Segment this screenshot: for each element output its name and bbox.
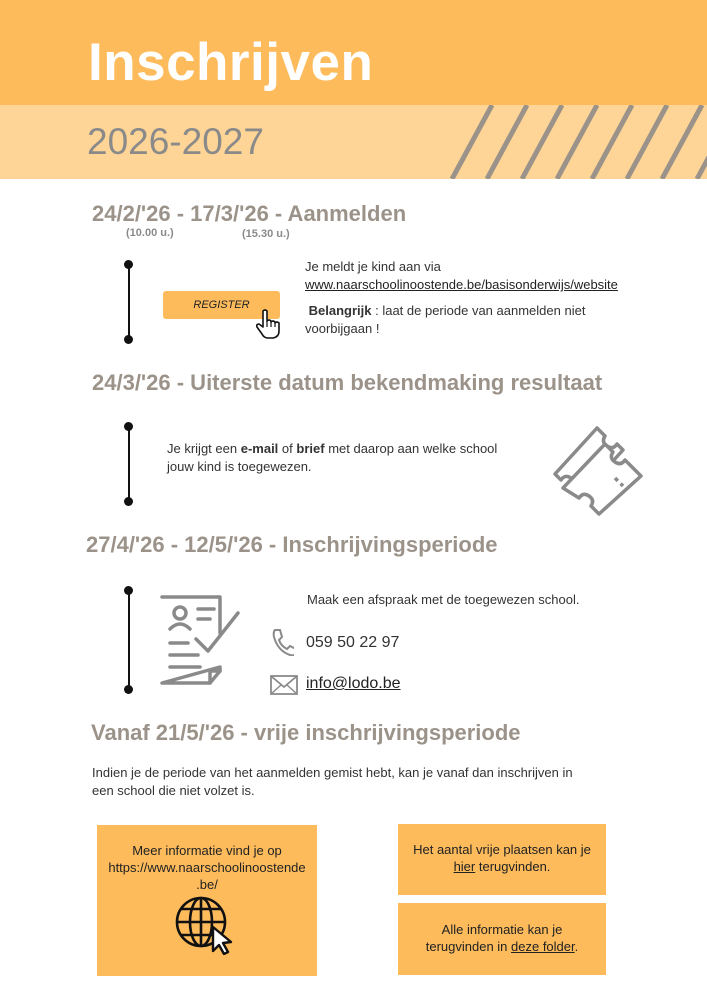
step4-line2: een school die niet volzet is. bbox=[92, 783, 255, 798]
timeline-dot bbox=[124, 685, 133, 694]
timeline-dot bbox=[124, 497, 133, 506]
step3-heading: 27/4/'26 - 12/5/'26 - Inschrijvingsperiode bbox=[86, 532, 498, 557]
step2-t1: Je krijgt een bbox=[167, 441, 238, 456]
important-text: : laat de periode van aanmelden niet bbox=[375, 303, 586, 318]
phone-icon bbox=[270, 628, 294, 656]
step1-end-time: (15.30 u.) bbox=[242, 228, 290, 240]
more-info-box[interactable] bbox=[97, 825, 317, 976]
important-label: Belangrijk bbox=[308, 303, 372, 318]
form-check-icon bbox=[158, 593, 242, 687]
register-label: REGISTER bbox=[193, 299, 250, 311]
envelope-icon bbox=[270, 675, 298, 695]
places-line2: terugvinden. bbox=[475, 859, 551, 874]
step1-text bbox=[305, 258, 685, 338]
school-year: 2026-2027 bbox=[87, 121, 264, 162]
info-line1: Meer informatie vind je op bbox=[132, 843, 282, 858]
step3-text: Maak een afspraak met de toegewezen school. bbox=[307, 592, 580, 607]
step1-start-time: (10.00 u.) bbox=[126, 227, 174, 239]
page-title: Inschrijven bbox=[88, 33, 374, 92]
step1-text-prefix: Je meldt je kind aan via bbox=[305, 259, 441, 274]
places-line1: Het aantal vrije plaatsen kan je bbox=[413, 842, 591, 857]
step4-heading: Vanaf 21/5/'26 - vrije inschrijvingsperiode bbox=[91, 720, 521, 745]
step2-email-word: e-mail bbox=[240, 441, 279, 456]
email-link[interactable]: info@lodo.be bbox=[306, 675, 401, 692]
timeline-dot bbox=[124, 260, 133, 269]
folder-prefix: terugvinden in bbox=[425, 939, 512, 954]
timeline-line-1 bbox=[128, 264, 130, 340]
folder-suffix: . bbox=[574, 939, 579, 954]
step4-text bbox=[92, 764, 632, 800]
folder-link[interactable]: deze folder bbox=[511, 939, 575, 954]
timeline-dot bbox=[124, 586, 133, 595]
step2-heading: 24/3/'26 - Uiterste datum bekendmaking resultaat bbox=[92, 370, 603, 395]
folder-line1: Alle informatie kan je bbox=[441, 922, 563, 937]
step2-t2: of bbox=[281, 441, 293, 456]
info-link-line2: .be/ bbox=[196, 877, 218, 892]
step2-line2: jouw kind is toegewezen. bbox=[167, 459, 312, 474]
free-places-box[interactable] bbox=[398, 824, 606, 895]
timeline-dot bbox=[124, 422, 133, 431]
important-text-2: voorbijgaan ! bbox=[305, 321, 380, 336]
step2-brief-word: brief bbox=[296, 441, 325, 456]
info-link-line1: https://www.naarschoolinoostende bbox=[108, 860, 306, 875]
timeline-line-3 bbox=[128, 590, 130, 689]
places-here-link[interactable]: hier bbox=[453, 859, 476, 874]
phone-number: 059 50 22 97 bbox=[306, 634, 400, 651]
folder-box[interactable] bbox=[398, 903, 606, 975]
step2-t3: met daarop aan welke school bbox=[328, 441, 498, 456]
cursor-hand-icon bbox=[254, 308, 282, 340]
naarschool-link[interactable]: www.naarschoolinoostende.be/basisonderwijs/website bbox=[305, 277, 618, 292]
globe-cursor-icon bbox=[175, 895, 237, 955]
step2-text bbox=[167, 440, 537, 476]
ticket-icon bbox=[545, 422, 645, 518]
step4-line1: Indien je de periode van het aanmelden gemist hebt, kan je vanaf dan inschrijven in bbox=[92, 765, 573, 780]
timeline-dot bbox=[124, 335, 133, 344]
step1-heading: 24/2/'26 - 17/3/'26 - Aanmelden bbox=[92, 201, 407, 226]
timeline-line-2 bbox=[128, 426, 130, 501]
